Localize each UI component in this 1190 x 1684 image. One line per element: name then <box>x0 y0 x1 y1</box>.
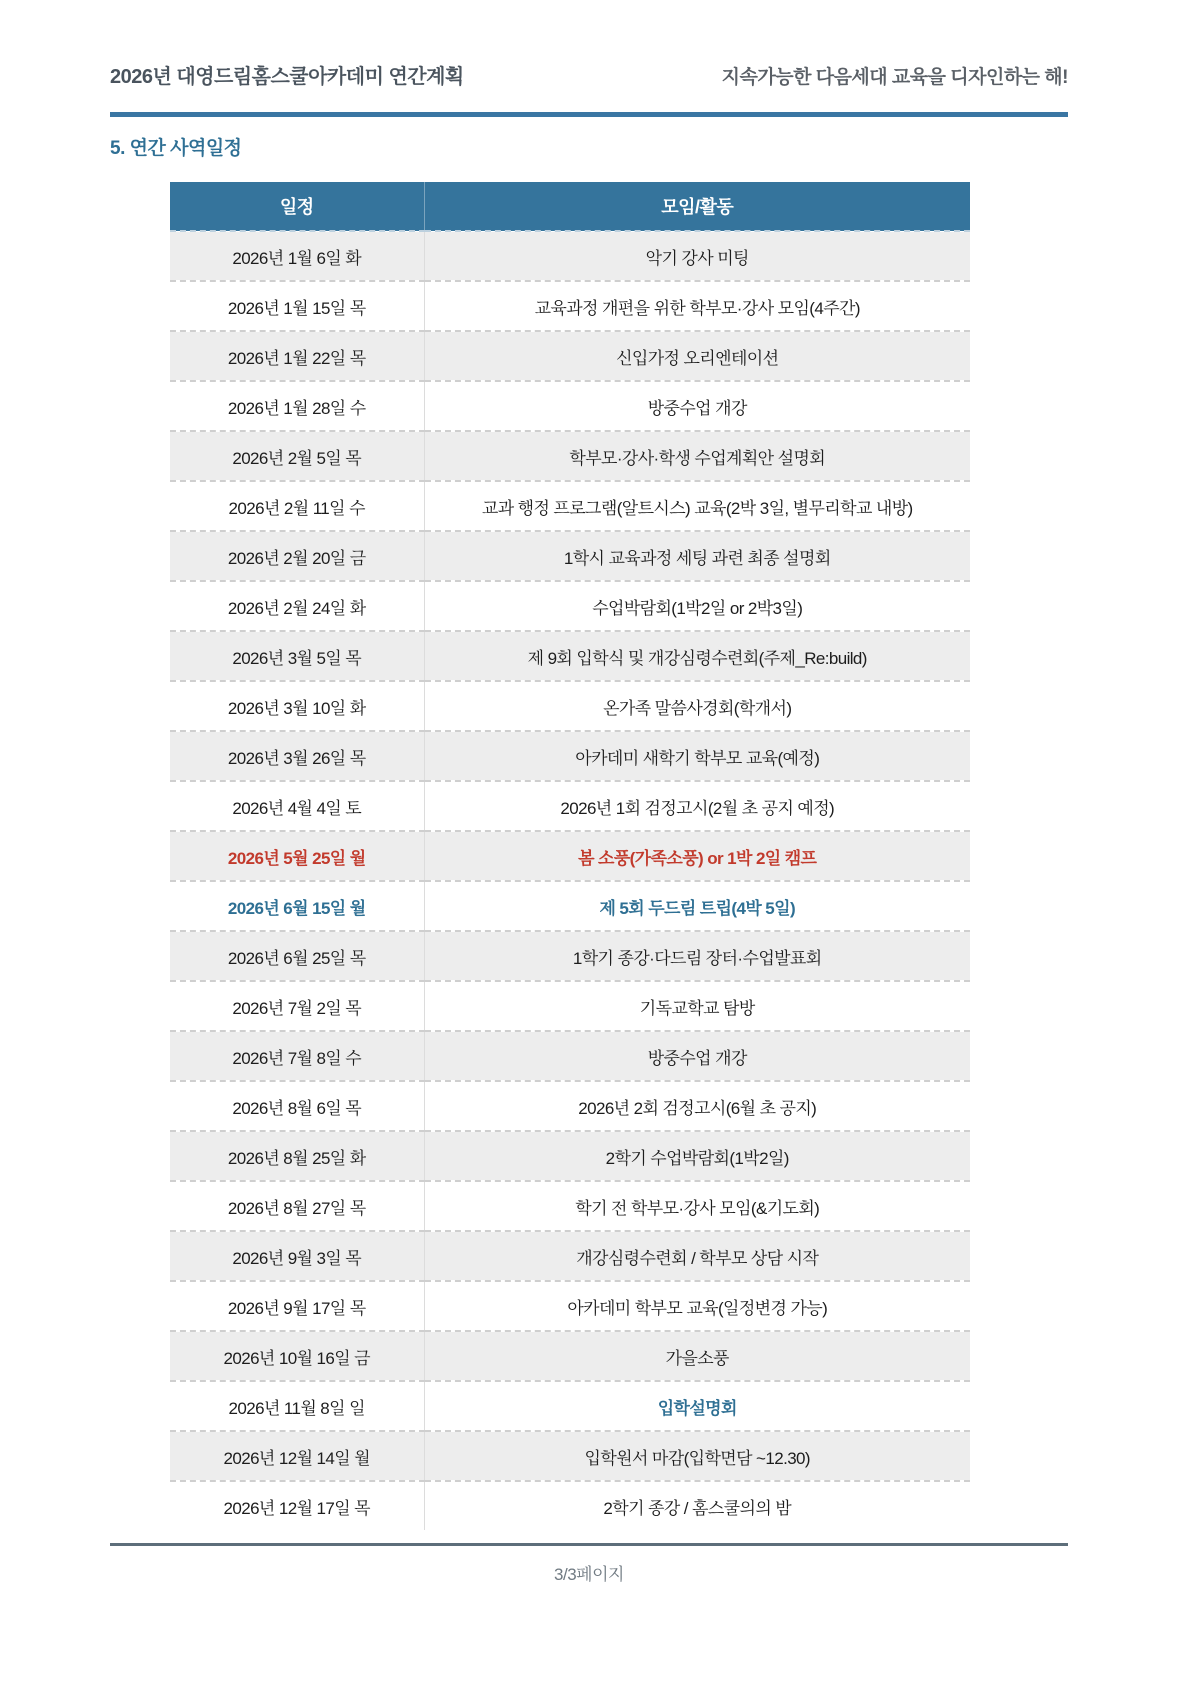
date-cell: 2026년 1월 6일 화 <box>170 231 424 281</box>
activity-cell: 제 5회 두드림 트립(4박 5일) <box>424 881 970 931</box>
date-cell: 2026년 7월 8일 수 <box>170 1031 424 1081</box>
table-row <box>170 481 970 531</box>
activity-cell: 신입가정 오리엔테이션 <box>424 331 970 381</box>
activity-cell: 입학원서 마감(입학면담 ~12.30) <box>424 1431 970 1481</box>
activity-cell: 교과 행정 프로그램(알트시스) 교육(2박 3일, 별무리학교 내방) <box>424 481 970 531</box>
table-row <box>170 731 970 781</box>
page-number: 3/3페이지 <box>554 1565 624 1584</box>
activity-cell: 학기 전 학부모·강사 모임(&기도회) <box>424 1181 970 1231</box>
date-cell: 2026년 7월 2일 목 <box>170 981 424 1031</box>
activity-cell: 교육과정 개편을 위한 학부모·강사 모임(4주간) <box>424 281 970 331</box>
table-row <box>170 381 970 431</box>
schedule-table-head <box>170 182 970 231</box>
activity-cell: 2학기 수업박람회(1박2일) <box>424 1131 970 1181</box>
date-cell: 2026년 6월 25일 목 <box>170 931 424 981</box>
table-row <box>170 1481 970 1530</box>
document-title: 2026년 대영드림홈스쿨아카데미 연간계획 <box>110 66 464 88</box>
table-row <box>170 1281 970 1331</box>
date-cell: 2026년 8월 27일 목 <box>170 1181 424 1231</box>
date-cell: 2026년 1월 15일 목 <box>170 281 424 331</box>
activity-cell: 가을소풍 <box>424 1331 970 1381</box>
table-row <box>170 931 970 981</box>
activity-cell: 입학설명회 <box>424 1381 970 1431</box>
activity-cell: 방중수업 개강 <box>424 1031 970 1081</box>
date-cell: 2026년 8월 25일 화 <box>170 1131 424 1181</box>
table-row <box>170 1431 970 1481</box>
table-row <box>170 231 970 281</box>
date-cell: 2026년 5월 25일 월 <box>170 831 424 881</box>
activity-cell: 2026년 2회 검정고시(6월 초 공지) <box>424 1081 970 1131</box>
activity-cell: 2026년 1회 검정고시(2월 초 공지 예정) <box>424 781 970 831</box>
activity-cell: 악기 강사 미팅 <box>424 231 970 281</box>
table-row <box>170 781 970 831</box>
activity-cell: 아카데미 새학기 학부모 교육(예정) <box>424 731 970 781</box>
table-row <box>170 1381 970 1431</box>
date-cell: 2026년 11월 8일 일 <box>170 1381 424 1431</box>
activity-cell: 개강심령수련회 / 학부모 상담 시작 <box>424 1231 970 1281</box>
activity-cell: 온가족 말씀사경회(학개서) <box>424 681 970 731</box>
date-cell: 2026년 2월 24일 화 <box>170 581 424 631</box>
schedule-table-body <box>170 231 970 1530</box>
date-cell: 2026년 9월 3일 목 <box>170 1231 424 1281</box>
table-row <box>170 881 970 931</box>
date-cell: 2026년 12월 17일 목 <box>170 1481 424 1530</box>
activity-cell: 방중수업 개강 <box>424 381 970 431</box>
activity-cell: 봄 소풍(가족소풍) or 1박 2일 캠프 <box>424 831 970 881</box>
date-cell: 2026년 10월 16일 금 <box>170 1331 424 1381</box>
activity-cell: 수업박람회(1박2일 or 2박3일) <box>424 581 970 631</box>
annual-schedule-table <box>170 182 970 1530</box>
date-cell: 2026년 12월 14일 월 <box>170 1431 424 1481</box>
date-cell: 2026년 2월 20일 금 <box>170 531 424 581</box>
activity-cell: 아카데미 학부모 교육(일정변경 가능) <box>424 1281 970 1331</box>
activity-cell: 학부모·강사·학생 수업계획안 설명회 <box>424 431 970 481</box>
activity-cell: 기독교학교 탐방 <box>424 981 970 1031</box>
table-row <box>170 1181 970 1231</box>
activity-cell: 1학기 종강·다드림 장터·수업발표회 <box>424 931 970 981</box>
date-cell: 2026년 6월 15일 월 <box>170 881 424 931</box>
date-cell: 2026년 9월 17일 목 <box>170 1281 424 1331</box>
column-header-activity: 모임/활동 <box>424 182 970 231</box>
table-row <box>170 681 970 731</box>
table-row <box>170 1081 970 1131</box>
activity-cell: 제 9회 입학식 및 개강심령수련회(주제_Re:build) <box>424 631 970 681</box>
table-row <box>170 1331 970 1381</box>
table-row <box>170 531 970 581</box>
header-divider-rule <box>110 112 1068 117</box>
table-row <box>170 331 970 381</box>
date-cell: 2026년 3월 5일 목 <box>170 631 424 681</box>
document-slogan: 지속가능한 다음세대 교육을 디자인하는 해! <box>721 67 1068 88</box>
table-row <box>170 1031 970 1081</box>
document-header <box>110 60 1068 89</box>
table-row <box>170 431 970 481</box>
table-row <box>170 581 970 631</box>
activity-cell: 1학시 교육과정 세팅 과련 최종 설명회 <box>424 531 970 581</box>
column-header-date: 일정 <box>170 182 424 231</box>
header-row <box>170 182 970 231</box>
activity-cell: 2학기 종강 / 홈스쿨의의 밤 <box>424 1481 970 1530</box>
table-row <box>170 981 970 1031</box>
footer-divider-rule <box>110 1543 1068 1546</box>
date-cell: 2026년 2월 5일 목 <box>170 431 424 481</box>
date-cell: 2026년 2월 11일 수 <box>170 481 424 531</box>
date-cell: 2026년 1월 22일 목 <box>170 331 424 381</box>
section-title: 5. 연간 사역일정 <box>110 138 242 159</box>
date-cell: 2026년 4월 4일 토 <box>170 781 424 831</box>
date-cell: 2026년 3월 26일 목 <box>170 731 424 781</box>
table-row <box>170 631 970 681</box>
table-row <box>170 281 970 331</box>
date-cell: 2026년 1월 28일 수 <box>170 381 424 431</box>
table-row <box>170 1231 970 1281</box>
table-row <box>170 831 970 881</box>
date-cell: 2026년 8월 6일 목 <box>170 1081 424 1131</box>
table-row <box>170 1131 970 1181</box>
date-cell: 2026년 3월 10일 화 <box>170 681 424 731</box>
